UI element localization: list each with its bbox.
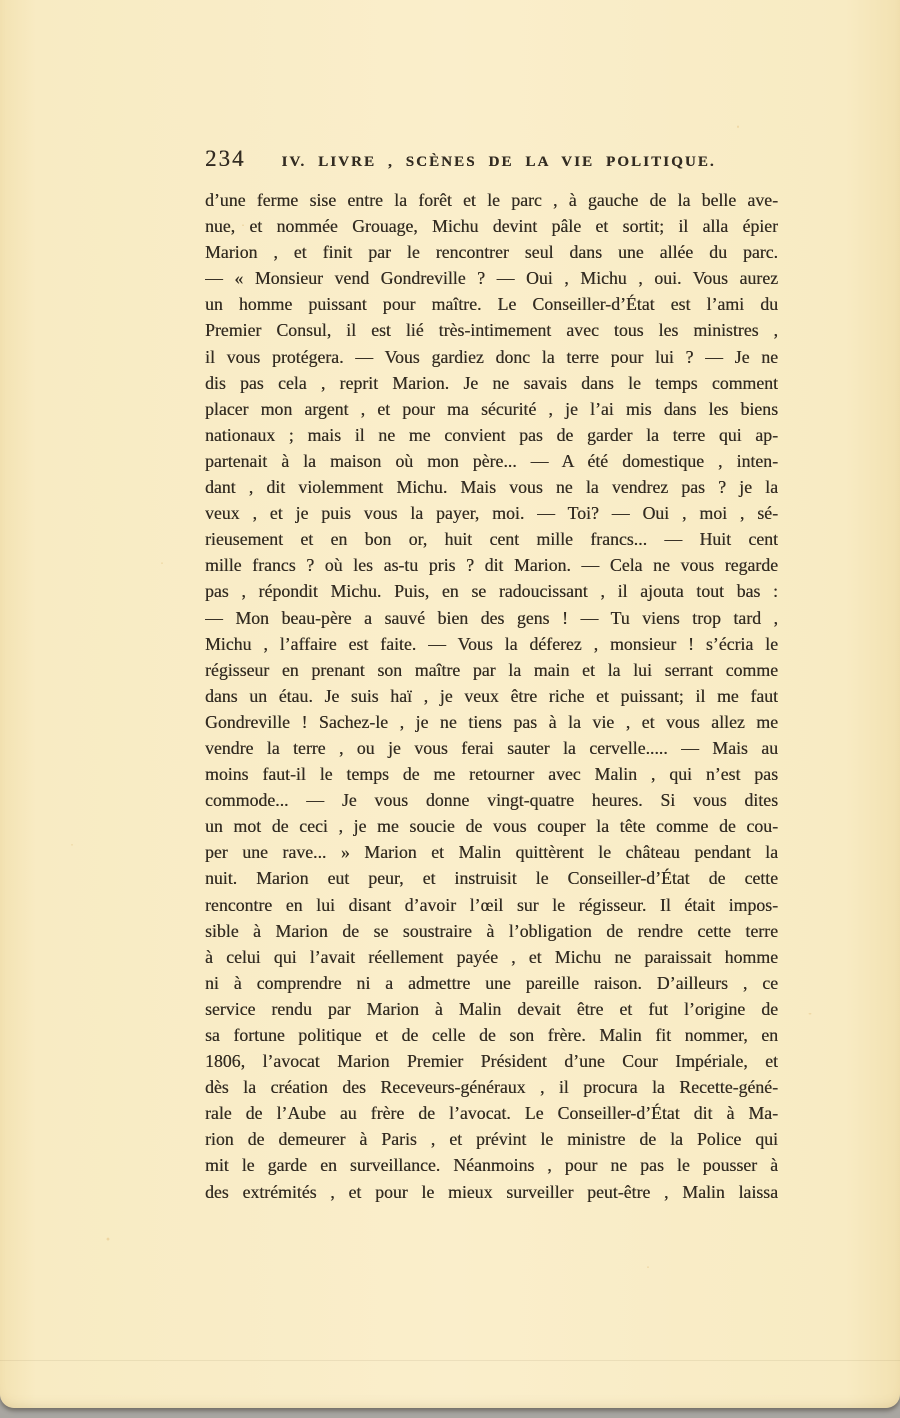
text-line: veux , et je puis vous la payer, moi. — Toi? — Oui , moi , sé- <box>205 503 778 524</box>
text-line: un mot de ceci , je me soucie de vous couper la tête comme de cou- <box>205 816 778 837</box>
text-line: dis pas cela , reprit Marion. Je ne savais dans le temps comment <box>205 372 778 393</box>
text-line: rencontre en lui disant d’avoir l’œil sur le régisseur. Il était impos- <box>205 894 778 915</box>
text-line: vendre la terre , ou je vous ferai sauter la cervelle..... — Mais au <box>205 737 778 758</box>
text-line: dès la création des Receveurs-généraux , il procura la Recette-géné- <box>205 1077 778 1098</box>
text-line: commode... — Je vous donne vingt-quatre heures. Si vous dites <box>205 790 778 811</box>
text-line: per une rave... » Marion et Malin quittèrent le château pendant la <box>205 842 778 863</box>
text-line: Marion , et finit par le rencontrer seul dans une allée du parc. <box>205 242 778 263</box>
text-line: un homme puissant pour maître. Le Conseiller-d’État est l’ami du <box>205 294 778 315</box>
page-content <box>205 146 778 1205</box>
page-number: 234 <box>205 146 246 171</box>
page-crease <box>0 1360 900 1361</box>
text-line: partenait à la maison où mon père... — A été domestique , inten- <box>205 450 778 471</box>
text-line: Michu , l’affaire est faite. — Vous la déferez , monsieur ! s’écria le <box>205 633 778 654</box>
text-line: rion de demeurer à Paris , et prévint le ministre de la Police qui <box>205 1129 778 1150</box>
text-line: — « Monsieur vend Gondreville ? — Oui , Michu , oui. Vous aurez <box>205 268 778 289</box>
text-line: nationaux ; mais il ne me convient pas de garder la terre qui ap- <box>205 424 778 445</box>
text-line: ni à comprendre ni a admettre une pareille raison. D’ailleurs , ce <box>205 972 778 993</box>
text-line: des extrémités , et pour le mieux surveiller peut-être , Malin laissa <box>205 1181 778 1202</box>
text-line: d’une ferme sise entre la forêt et le parc , à gauche de la belle ave- <box>205 190 778 210</box>
text-line: rale de l’Aube au frère de l’avocat. Le Conseiller-d’État dit à Ma- <box>205 1103 778 1124</box>
body-text <box>205 187 778 1205</box>
running-title: IV. LIVRE , SCÈNES DE LA VIE POLITIQUE. <box>281 154 716 170</box>
text-line: mille francs ? où les as-tu pris ? dit Marion. — Cela ne vous regarde <box>205 555 778 576</box>
text-line: dant , dit violemment Michu. Mais vous ne la vendrez pas ? je la <box>205 477 778 498</box>
text-line: mit le garde en surveillance. Néanmoins , pour ne pas le pousser à <box>205 1155 778 1176</box>
text-line: 1806, l’avocat Marion Premier Président d’une Cour Impériale, et <box>205 1051 778 1072</box>
text-line: dans un étau. Je suis haï , je veux être riche et puissant; il me faut <box>205 685 778 706</box>
text-line: à celui qui l’avait réellement payée , et Michu ne paraissait homme <box>205 946 778 967</box>
page-header <box>205 146 778 176</box>
text-line: service rendu par Marion à Malin devait être et fut l’origine de <box>205 998 778 1019</box>
text-line: pas , répondit Michu. Puis, en se radoucissant , il ajouta tout bas : <box>205 581 778 602</box>
text-line: Gondreville ! Sachez-le , je ne tiens pas à la vie , et vous allez me <box>205 711 778 732</box>
text-line: placer mon argent , et pour ma sécurité , je l’ai mis dans les biens <box>205 398 778 419</box>
text-line: rieusement et en bon or, huit cent mille francs... — Huit cent <box>205 529 778 550</box>
text-line: Premier Consul, il est lié très-intimement avec tous les ministres , <box>205 320 778 341</box>
text-line: régisseur en prenant son maître par la main et la lui serrant comme <box>205 659 778 680</box>
text-line: nuit. Marion eut peur, et instruisit le Conseiller-d’État de cette <box>205 868 778 889</box>
text-line: moins faut-il le temps de me retourner avec Malin , qui n’est pas <box>205 764 778 785</box>
text-line: nue, et nommée Grouage, Michu devint pâle et sortit; il alla épier <box>205 216 778 237</box>
text-line: il vous protégera. — Vous gardiez donc la terre pour lui ? — Je ne <box>205 346 778 367</box>
text-line: sa fortune politique et de celle de son frère. Malin fit nommer, en <box>205 1025 778 1045</box>
text-line: sible à Marion de se soustraire à l’obligation de rendre cette terre <box>205 920 778 941</box>
text-line: — Mon beau-père a sauvé bien des gens ! — Tu viens trop tard , <box>205 607 778 628</box>
